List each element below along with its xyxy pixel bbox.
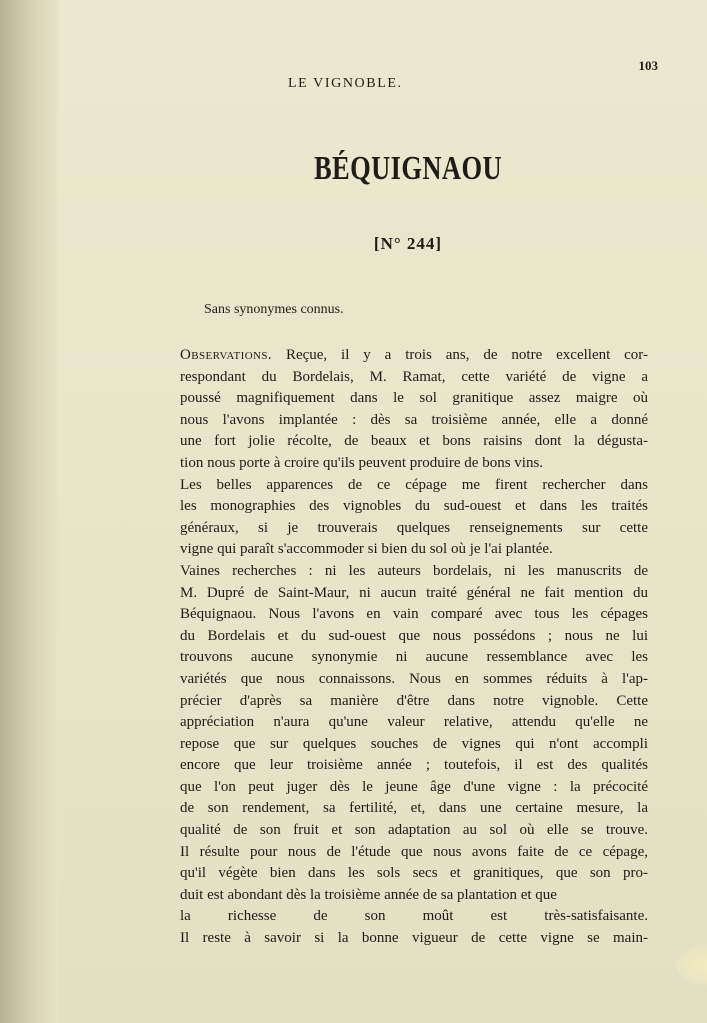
entry-title: BÉQUIGNAOU (313, 150, 503, 187)
paper-smudge (676, 945, 707, 985)
first-line-text: Reçue, il y a trois ans, de notre excellent cor- (272, 347, 648, 363)
body-line: de son rendement, sa fertilité, et, dans une certaine mesure, la (180, 800, 648, 817)
body-line: variétés que nous connaissons. Nous en sommes réduits à l'ap- (180, 670, 648, 687)
synonyms-note: Sans synonymes connus. (204, 302, 344, 317)
page-number: 103 (638, 58, 658, 73)
body-line: appréciation n'aura qu'une valeur relative, attendu qu'elle ne (180, 714, 648, 731)
body-line: précier d'après sa manière d'être dans notre vignoble. Cette (180, 692, 648, 709)
entry-number: [N° 244] (373, 234, 443, 253)
body-text (180, 345, 648, 950)
body-line: Les belles apparences de ce cépage me firent rechercher dans (180, 476, 648, 493)
body-line: qualité de son fruit et son adaptation au sol où elle se trouve. (180, 822, 648, 839)
book-page (58, 0, 707, 1023)
body-line: une fort jolie récolte, de beaux et bons raisins dont la dégusta- (180, 433, 648, 450)
body-line: M. Dupré de Saint-Maur, ni aucun traité général ne fait mention du (180, 584, 648, 601)
book-gutter (0, 0, 58, 1023)
body-line: la richesse de son moût est très-satisfaisante. (180, 908, 648, 925)
body-line: duit est abondant dès la troisième année de sa plantation et que (180, 886, 557, 903)
body-line: Béquignaou. Nous l'avons en vain comparé avec tous les cépages (180, 606, 648, 623)
body-line: du Bordelais et du sud-ouest que nous possédons ; nous ne lui (180, 627, 648, 644)
lead-word: Observations. (180, 347, 273, 363)
body-line: poussé magnifiquement dans le sol granitique assez maigre où (180, 390, 648, 407)
body-line: respondant du Bordelais, M. Ramat, cette variété de vigne a (180, 368, 648, 385)
body-line: nous l'avons implantée : dès sa troisième année, elle a donné (180, 411, 648, 428)
body-line: les monographies des vignobles du sud-ouest et dans les traités (180, 498, 648, 515)
body-line (180, 345, 648, 367)
body-line: vigne qui paraît s'accommoder si bien du sol où je l'ai plantée. (180, 541, 553, 558)
body-line: Il résulte pour nous de l'étude que nous avons faite de ce cépage, (180, 843, 648, 860)
running-head: LE VIGNOBLE. (288, 76, 403, 91)
body-line: qu'il végète bien dans les sols secs et granitiques, que son pro- (180, 865, 648, 882)
body-line: que l'on peut juger dès le jeune âge d'une vigne : la précocité (180, 778, 648, 795)
body-line: encore que leur troisième année ; toutefois, il est des qualités (180, 757, 648, 774)
body-line: Il reste à savoir si la bonne vigueur de cette vigne se main- (180, 930, 648, 947)
body-line: Vaines recherches : ni les auteurs bordelais, ni les manuscrits de (180, 562, 648, 579)
body-line: repose que sur quelques souches de vignes qui n'ont accompli (180, 735, 648, 752)
body-line: généraux, si je trouverais quelques renseignements sur cette (180, 519, 648, 536)
body-line: tion nous porte à croire qu'ils peuvent produire de bons vins. (180, 454, 544, 471)
body-line: trouvons aucune synonymie ni aucune ressemblance avec les (180, 649, 648, 666)
